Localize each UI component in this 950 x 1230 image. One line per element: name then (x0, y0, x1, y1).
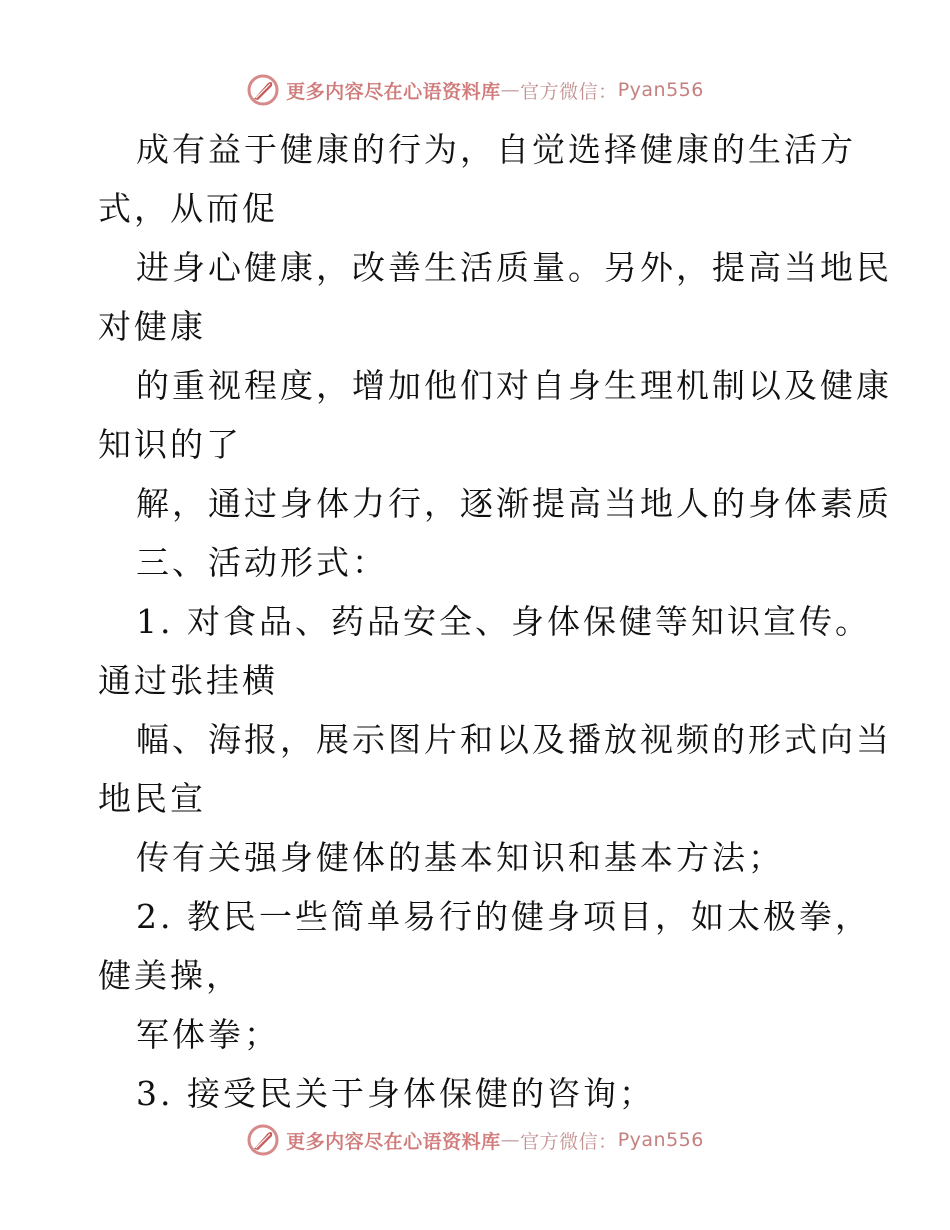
paragraph-line: 幅、海报，展示图片和以及播放视频的形式向当 (136, 720, 892, 759)
footer-brand: 更多内容尽在心语资料库 (286, 1130, 501, 1153)
footer-watermark (0, 1118, 950, 1162)
paragraph-line: 传有关强身健体的基本知识和基本方法； (136, 838, 784, 877)
header-wechat-id: Pyan556 (617, 79, 704, 101)
feather-pen-circle-icon (246, 73, 280, 107)
header-brand: 更多内容尽在心语资料库 (286, 80, 501, 103)
feather-pen-circle-icon (246, 1123, 280, 1157)
paragraph-line: 解，通过身体力行，逐渐提高当地人的身体素质 (136, 484, 892, 523)
section-heading: 三、活动形式： (136, 543, 388, 582)
list-item-2: 2. 教民一些简单易行的健身项目，如太极拳， (136, 897, 871, 936)
paragraph-line: 的重视程度，增加他们对自身生理机制以及健康 (136, 366, 892, 405)
list-item-3: 3. 接受民关于身体保健的咨询； (136, 1074, 655, 1113)
paragraph-line: 军体拳； (136, 1015, 280, 1054)
paragraph-line: 式，从而促 (98, 189, 278, 228)
footer-wechat-id: Pyan556 (617, 1129, 704, 1151)
paragraph-line: 通过张挂横 (98, 661, 278, 700)
paragraph-line: 知识的了 (98, 425, 242, 464)
footer-dash: — (500, 1129, 521, 1151)
paragraph-line: 地民宣 (98, 779, 206, 818)
paragraph-line: 健美操， (98, 956, 242, 995)
paragraph-line: 进身心健康，改善生活质量。另外，提高当地民 (136, 248, 892, 287)
paragraph-line: 成有益于健康的行为，自觉选择健康的生活方 (136, 130, 856, 169)
footer-official-label: 官方微信： (520, 1130, 618, 1153)
header-dash: — (500, 79, 521, 101)
paragraph-line: 对健康 (98, 307, 206, 346)
document-body (98, 120, 892, 1123)
header-watermark (0, 68, 950, 112)
list-item-1: 1. 对食品、药品安全、身体保健等知识宣传。 (136, 602, 871, 641)
header-official-label: 官方微信： (520, 80, 618, 103)
